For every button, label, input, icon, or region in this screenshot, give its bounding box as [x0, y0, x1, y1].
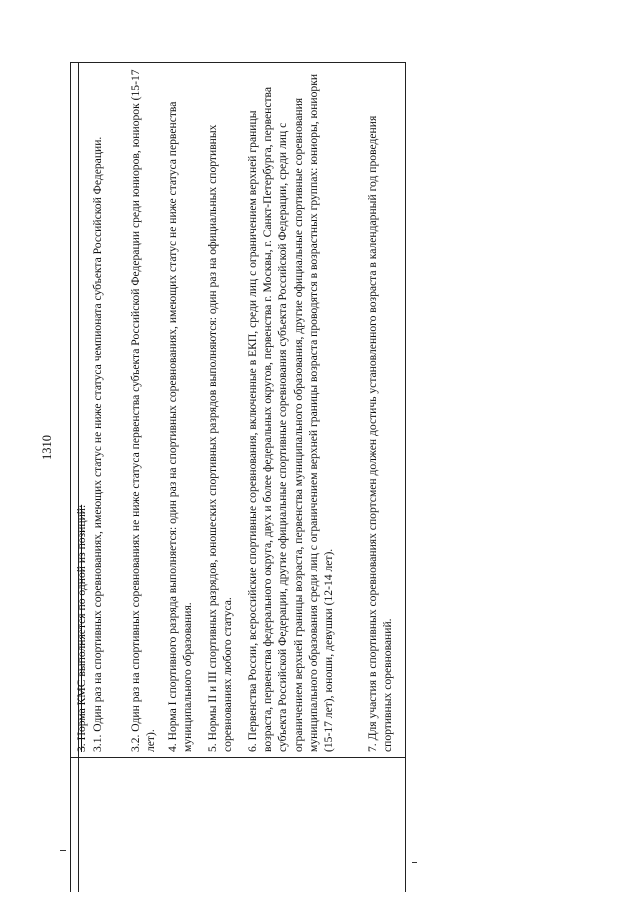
- page-number: 1310: [40, 435, 54, 460]
- item-3-1: 3.1. Один раз на спортивных соревнованиях, имеющих статус не ниже статуса чемпионата субъекта Российской Федерации.: [91, 136, 104, 752]
- scan-mark: [60, 850, 66, 851]
- item-6: 6. Первенства России, всероссийские спортивные соревнования, включенные в ЕКП, среди лиц с ограничением верхней границы возраста, первенства федерального округа, двух и более федеральных округов, первенства г. Москвы, г. Санкт-Петербурга, первенства субъекта Российской Федерации, другие официальные спортивные соревнования субъекта Российской Федерации, среди лиц с ограничением верхней границы возраста, первенства муниципального образования, другие официальные спортивные соревнования муниципального образования среди лиц с ограничением верхней границы возраста проводятся в возрастных группах: юниоры, юниорки (15-17 лет), юноши, девушки (12-14 лет).: [246, 73, 336, 752]
- item-5: 5. Нормы II и III спортивных разрядов, юношеских спортивных разрядов выполняются: один раз на официальных спортивных соревнованиях любого статуса.: [206, 124, 235, 752]
- item-3-2: 3.2. Один раз на спортивных соревнованиях не ниже статуса первенства субъекта Российской Федерации среди юниоров, юниорок (15-17 лет).: [129, 69, 158, 752]
- item-7: 7. Для участия в спортивных соревнованиях спортсмен должен достичь установленного возраста в календарный год проведения спортивных соревнований.: [366, 115, 395, 752]
- item-3-header: 3. Норма КМС выполняется по одной из позиций:: [75, 504, 88, 752]
- table-border-bottom: [70, 757, 406, 758]
- item-4: 4. Норма I спортивного разряда выполняется: один раз на спортивных соревнованиях, имеющих статус не ниже статуса первенства муниципального образования.: [166, 101, 195, 752]
- scan-mark: [412, 862, 417, 863]
- table-cell-content: [70, 60, 415, 755]
